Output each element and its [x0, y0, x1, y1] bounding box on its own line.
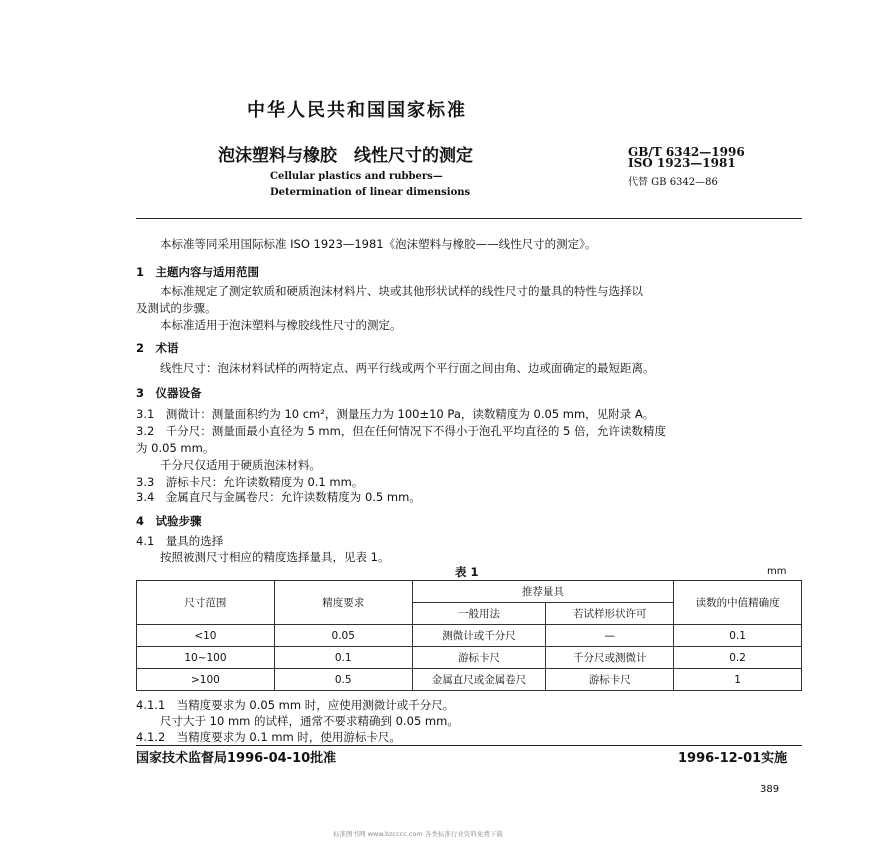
table-cell-precision: 0.5 — [274, 669, 412, 691]
section-3-item-4: 3.4 金属直尺与金属卷尺：允许读数精度为 0.5 mm。 — [136, 490, 421, 504]
watermark-text: 标准图书网 www.bzcccc.com 各类标准行业资料免费下载 — [333, 830, 503, 838]
section-3-item-2a: 3.2 千分尺：测量面最小直径为 5 mm，但在任何情况下不得小于泡孔平均直径的 5 倍，允许读数精度 — [136, 424, 666, 438]
standard-title-cn: 泡沫塑料与橡胶 线性尺寸的测定 — [218, 146, 473, 166]
section-1-heading: 1 主题内容与适用范围 — [136, 265, 260, 279]
table-header-general: 一般用法 — [412, 603, 546, 625]
section-4-item-1-para: 按照被测尺寸相应的精度选择量具，见表 1。 — [160, 550, 390, 564]
table-1 — [136, 580, 802, 691]
table-cell-median: 1 — [674, 669, 802, 691]
table-cell-general: 金属直尺或金属卷尺 — [412, 669, 546, 691]
table-header-recommended: 推荐量具 — [412, 581, 674, 603]
section-2-heading: 2 术语 — [136, 341, 179, 355]
section-1-para-2: 本标准适用于泡沫塑料与橡胶线性尺寸的测定。 — [160, 318, 402, 332]
table-header-range: 尺寸范围 — [137, 581, 275, 625]
table-cell-range: 10~100 — [137, 647, 275, 669]
table-row — [137, 669, 802, 691]
country-standard-heading: 中华人民共和国国家标准 — [247, 100, 467, 121]
table-cell-if-allowed: — — [546, 625, 674, 647]
table-cell-median: 0.1 — [674, 625, 802, 647]
table-cell-general: 游标卡尺 — [412, 647, 546, 669]
table-1-caption: 表 1 — [455, 565, 479, 579]
section-3-item-1: 3.1 测微计：测量面积约为 10 cm²，测量压力为 100±10 Pa，读数精度为 0.05 mm，见附录 A。 — [136, 407, 655, 421]
replaces-code: 代替 GB 6342—86 — [628, 177, 718, 188]
table-cell-if-allowed: 游标卡尺 — [546, 669, 674, 691]
intro-text: 本标准等同采用国际标准 ISO 1923—1981《泡沫塑料与橡胶——线性尺寸的测定》。 — [160, 237, 597, 251]
page-number: 389 — [760, 784, 780, 795]
table-cell-general: 测微计或千分尺 — [412, 625, 546, 647]
table-cell-range: <10 — [137, 625, 275, 647]
section-3-item-2c: 千分尺仅适用于硬质泡沫材料。 — [160, 458, 321, 472]
header-divider — [136, 218, 802, 219]
footer-divider — [136, 745, 802, 746]
standard-title-en-1: Cellular plastics and rubbers— — [270, 171, 443, 182]
iso-code: ISO 1923—1981 — [628, 156, 736, 170]
approval-line: 国家技术监督局1996-04-10批准 — [136, 751, 337, 766]
section-3-item-3: 3.3 游标卡尺：允许读数精度为 0.1 mm。 — [136, 475, 364, 489]
table-cell-precision: 0.1 — [274, 647, 412, 669]
table-cell-if-allowed: 千分尺或测微计 — [546, 647, 674, 669]
section-4-item-1: 4.1 量具的选择 — [136, 534, 224, 548]
table-cell-precision: 0.05 — [274, 625, 412, 647]
section-3-item-2b: 为 0.05 mm。 — [136, 441, 215, 455]
section-1-para-1b: 及测试的步骤。 — [136, 301, 217, 315]
section-4-heading: 4 试验步骤 — [136, 514, 202, 528]
table-row — [137, 625, 802, 647]
table-header-precision: 精度要求 — [274, 581, 412, 625]
standard-code: GB/T 6342—1996 — [628, 145, 745, 159]
section-1-para-1a: 本标准规定了测定软质和硬质泡沫材料片、块或其他形状试样的线性尺寸的量具的特性与选择以 — [160, 284, 643, 298]
table-header-median: 读数的中值精确度 — [674, 581, 802, 625]
table-1-unit: mm — [767, 566, 787, 577]
table-row — [137, 647, 802, 669]
section-3-heading: 3 仪器设备 — [136, 386, 202, 400]
table-cell-median: 0.2 — [674, 647, 802, 669]
effective-date: 1996-12-01实施 — [678, 751, 788, 766]
clause-4-1-2: 4.1.2 当精度要求为 0.1 mm 时，使用游标卡尺。 — [136, 730, 401, 744]
clause-4-1-1-a: 4.1.1 当精度要求为 0.05 mm 时，应使用测微计或千分尺。 — [136, 698, 455, 712]
table-header-if-allowed: 若试样形状许可 — [546, 603, 674, 625]
section-2-para-1: 线性尺寸：泡沫材料试样的两特定点、两平行线或两个平行面之间由角、边或面确定的最短距离。 — [160, 361, 655, 375]
table-cell-range: >100 — [137, 669, 275, 691]
clause-4-1-1-b: 尺寸大于 10 mm 的试样，通常不要求精确到 0.05 mm。 — [160, 714, 459, 728]
standard-title-en-2: Determination of linear dimensions — [270, 187, 471, 198]
